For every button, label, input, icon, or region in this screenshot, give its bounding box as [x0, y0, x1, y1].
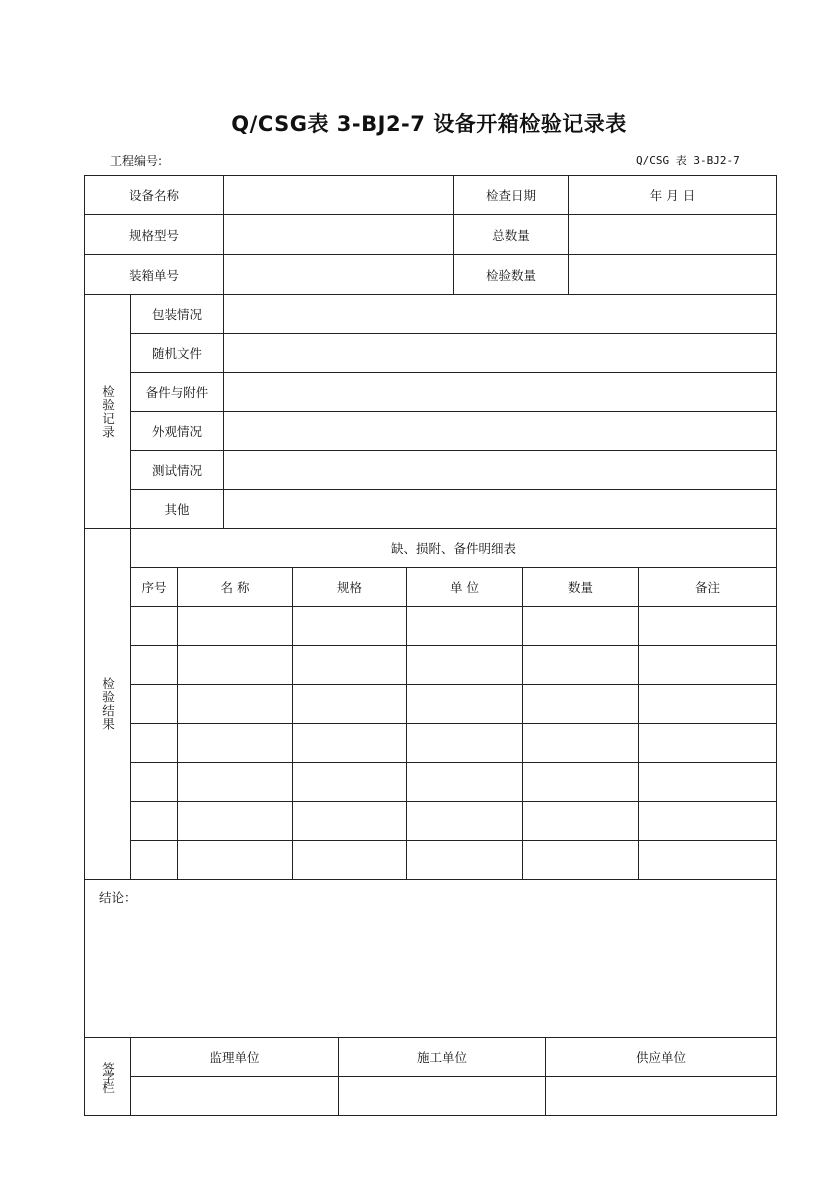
label-packing_no: 装箱单号	[84, 254, 224, 295]
detail-column-header: 规格	[292, 567, 407, 607]
record-item-field[interactable]	[223, 489, 777, 529]
field-check_date[interactable]: 年 月 日	[568, 175, 777, 215]
detail-table-cell[interactable]	[130, 645, 178, 685]
field-spec_model[interactable]	[223, 214, 454, 255]
detail-table-cell[interactable]	[522, 801, 639, 841]
record-item-label: 外观情况	[130, 411, 224, 451]
detail-table-cell[interactable]	[292, 801, 407, 841]
detail-table-cell[interactable]	[177, 762, 293, 802]
detail-table-cell[interactable]	[292, 684, 407, 724]
signature-field[interactable]	[338, 1076, 546, 1116]
record-item-label: 测试情况	[130, 450, 224, 490]
detail-table-cell[interactable]	[406, 840, 523, 880]
detail-table-cell[interactable]	[406, 762, 523, 802]
field-inspect_qty[interactable]	[568, 254, 777, 295]
form-code: Q/CSG 表 3-BJ2-7	[636, 154, 740, 167]
record-section-label: 检验记录	[84, 294, 131, 529]
detail-column-header: 数量	[522, 567, 639, 607]
detail-table-cell[interactable]	[638, 645, 777, 685]
record-item-field[interactable]	[223, 294, 777, 334]
signature-section-label: 签字栏	[84, 1037, 131, 1116]
detail-table-cell[interactable]	[177, 840, 293, 880]
record-item-field[interactable]	[223, 372, 777, 412]
detail-table-cell[interactable]	[522, 762, 639, 802]
detail-column-header: 单 位	[406, 567, 523, 607]
field-device_name[interactable]	[223, 175, 454, 215]
detail-table-cell[interactable]	[638, 723, 777, 763]
detail-table-cell[interactable]	[292, 606, 407, 646]
signature-unit-label: 施工单位	[338, 1037, 546, 1077]
detail-table-cell[interactable]	[130, 684, 178, 724]
detail-column-header: 名 称	[177, 567, 293, 607]
detail-table-cell[interactable]	[130, 723, 178, 763]
detail-table-cell[interactable]	[292, 645, 407, 685]
detail-table-cell[interactable]	[406, 723, 523, 763]
detail-table-cell[interactable]	[406, 801, 523, 841]
detail-column-header: 备注	[638, 567, 777, 607]
record-item-label: 随机文件	[130, 333, 224, 373]
detail-table-cell[interactable]	[406, 684, 523, 724]
detail-table-cell[interactable]	[522, 645, 639, 685]
detail-table-cell[interactable]	[177, 684, 293, 724]
record-item-field[interactable]	[223, 450, 777, 490]
detail-table-cell[interactable]	[638, 606, 777, 646]
form-title: Q/CSG表 3-BJ2-7 设备开箱检验记录表	[231, 112, 627, 136]
detail-table-cell[interactable]	[292, 840, 407, 880]
detail-table-cell[interactable]	[406, 645, 523, 685]
detail-table-cell[interactable]	[638, 801, 777, 841]
detail-table-cell[interactable]	[638, 684, 777, 724]
detail-table-cell[interactable]	[522, 723, 639, 763]
signature-unit-label: 供应单位	[545, 1037, 777, 1077]
record-item-label: 包装情况	[130, 294, 224, 334]
detail-column-header: 序号	[130, 567, 178, 607]
detail-table-cell[interactable]	[130, 606, 178, 646]
detail-table-cell[interactable]	[522, 840, 639, 880]
record-item-label: 其他	[130, 489, 224, 529]
label-device_name: 设备名称	[84, 175, 224, 215]
detail-table-cell[interactable]	[522, 606, 639, 646]
detail-table-cell[interactable]	[177, 723, 293, 763]
signature-field[interactable]	[130, 1076, 339, 1116]
field-packing_no[interactable]	[223, 254, 454, 295]
detail-table-cell[interactable]	[130, 762, 178, 802]
label-inspect_qty: 检验数量	[453, 254, 569, 295]
record-item-field[interactable]	[223, 411, 777, 451]
detail-table-cell[interactable]	[292, 723, 407, 763]
field-total_qty[interactable]	[568, 214, 777, 255]
conclusion-field[interactable]: 结论：	[84, 879, 777, 1038]
label-total_qty: 总数量	[453, 214, 569, 255]
detail-table-cell[interactable]	[292, 762, 407, 802]
result-section-label: 检验结果	[84, 528, 131, 880]
label-spec_model: 规格型号	[84, 214, 224, 255]
detail-table-title: 缺、损附、备件明细表	[130, 528, 777, 568]
project-number-label: 工程编号:	[110, 154, 163, 168]
label-check_date: 检查日期	[453, 175, 569, 215]
detail-table-cell[interactable]	[130, 840, 178, 880]
detail-table-cell[interactable]	[638, 762, 777, 802]
detail-table-cell[interactable]	[406, 606, 523, 646]
signature-field[interactable]	[545, 1076, 777, 1116]
detail-table-cell[interactable]	[177, 606, 293, 646]
detail-table-cell[interactable]	[522, 684, 639, 724]
detail-table-cell[interactable]	[130, 801, 178, 841]
detail-table-cell[interactable]	[177, 645, 293, 685]
record-item-label: 备件与附件	[130, 372, 224, 412]
detail-table-cell[interactable]	[638, 840, 777, 880]
record-item-field[interactable]	[223, 333, 777, 373]
signature-unit-label: 监理单位	[130, 1037, 339, 1077]
detail-table-cell[interactable]	[177, 801, 293, 841]
